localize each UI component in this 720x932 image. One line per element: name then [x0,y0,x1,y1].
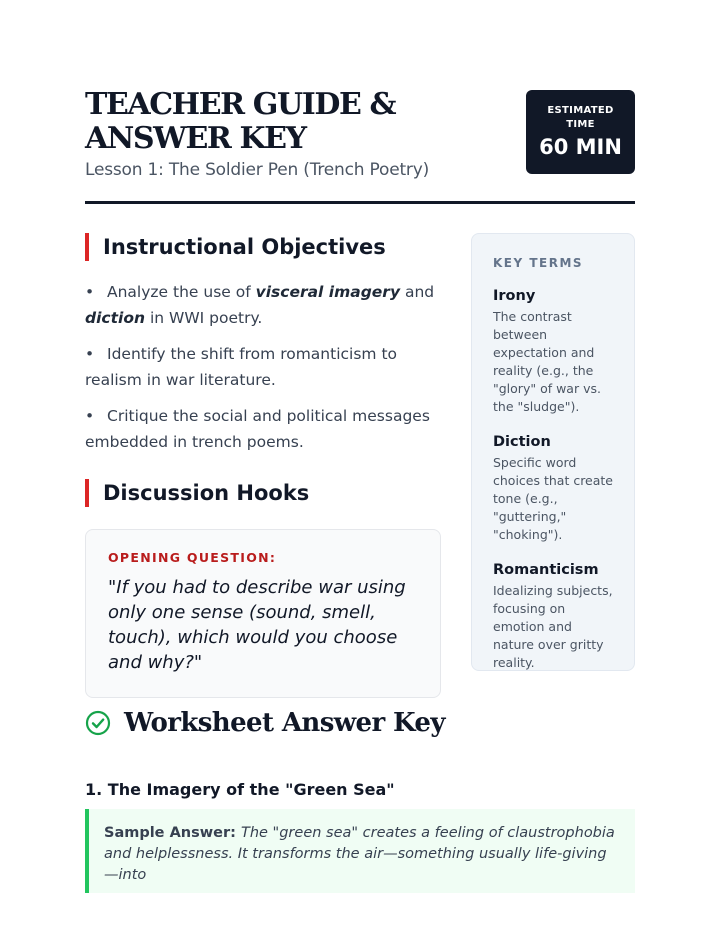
header-divider [85,201,635,204]
answer-key-section [85,708,635,893]
term-irony [493,288,614,416]
answer-key-heading [85,708,635,738]
sample-answer-box [85,809,635,893]
check-circle-icon [85,710,111,736]
term-name: Irony [493,288,536,304]
opening-question-label: OPENING QUESTION: [108,550,277,565]
estimated-time-badge [526,90,635,174]
question-title: 1. The Imagery of the "Green Sea" [85,780,395,799]
term-definition: The contrast between expectation and reality (e.g., the "glory" of war vs. the "sludge"). [493,309,601,414]
term-definition: Specific word choices that create tone (e.g., "guttering," "choking"). [493,455,614,542]
bullet-icon: • [85,407,95,425]
objectives-list [85,279,441,455]
page-header [85,88,635,203]
bullet-icon: • [85,345,95,363]
term-name: Diction [493,434,551,450]
lesson-subtitle: Lesson 1: The Soldier Pen (Trench Poetry) [85,160,430,180]
objectives-heading: Instructional Objectives [85,233,441,261]
teacher-guide-page [85,87,635,883]
objective-emphasis: visceral imagery [255,283,401,301]
estimated-time-label: ESTIMATED TIME [547,105,614,130]
opening-question-text: "If you had to describe war using only one sense (sound, smell, touch), which would you choose and why?" [108,577,406,673]
objective-emphasis: diction [85,309,146,327]
answer-key-title: Worksheet Answer Key [124,708,445,738]
main-column [85,233,441,698]
objective-text: in WWI poetry. [145,309,263,327]
discussion-hooks-heading: Discussion Hooks [85,479,441,507]
term-name: Romanticism [493,562,599,578]
objective-text: Analyze the use of [107,283,256,301]
term-romanticism [493,562,614,672]
estimated-time-value: 60 MIN [539,135,622,159]
opening-question-card [85,529,441,698]
bullet-icon: • [85,283,95,301]
sample-answer-text: The "green sea" creates a feeling of claustrophobia and helplessness. It transforms the air—something usually life-giving—into [104,825,615,883]
list-item [85,279,441,331]
objective-text: Critique the social and political messages embedded in trench poems. [85,407,430,451]
term-diction [493,434,614,544]
objective-text: and [400,283,435,301]
list-item [85,403,441,455]
page-title: TEACHER GUIDE & ANSWER KEY [85,87,396,156]
key-terms-heading: KEY TERMS [493,256,584,270]
list-item [85,341,441,393]
key-terms-sidebar [471,233,635,671]
term-definition: Idealizing subjects, focusing on emotion and nature over gritty reality. [493,583,613,670]
objective-text: Identify the shift from romanticism to realism in war literature. [85,345,398,389]
sample-answer-label: Sample Answer: [104,825,241,841]
